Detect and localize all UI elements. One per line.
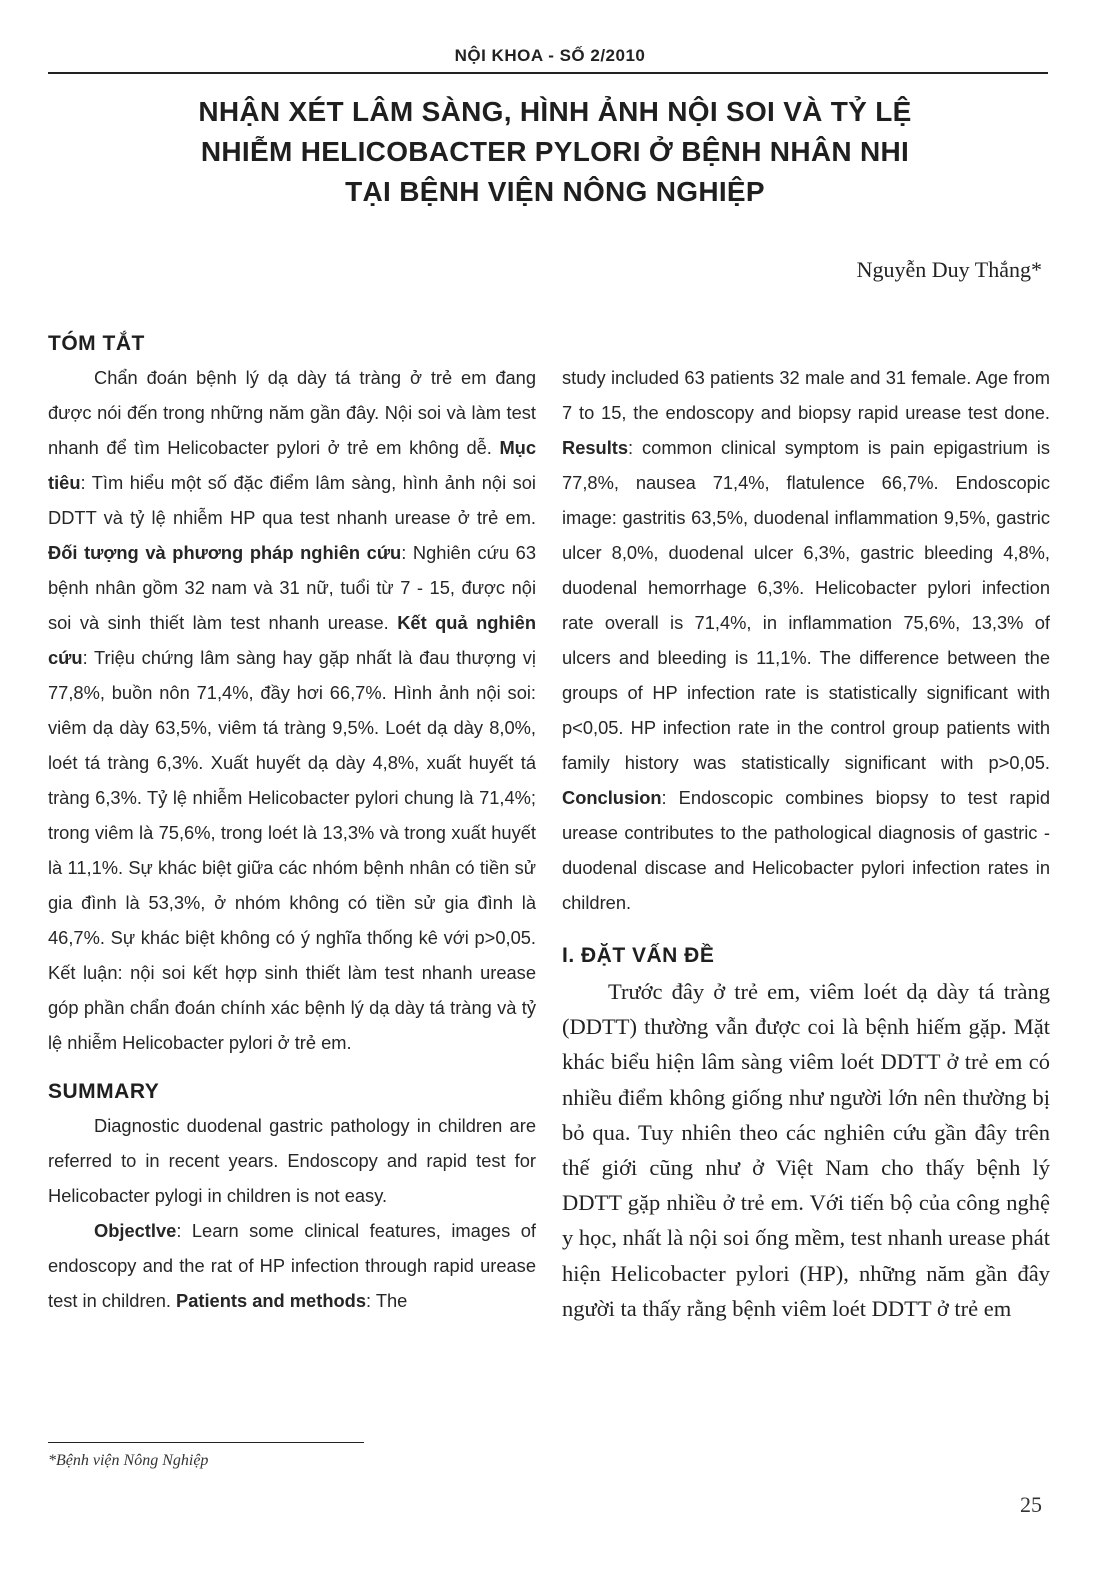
summary-conclusion-label: Conclusion — [562, 787, 662, 808]
tomtat-heading: TÓM TẮT — [48, 332, 145, 355]
summary-continuation — [562, 360, 1050, 920]
summary-heading: SUMMARY — [48, 1080, 160, 1103]
summary-results-text: : common clinical symptom is pain epigastrium is 77,8%, nausea 71,4%, flatulence 66,7%. Endoscopic image: gastritis 63,5%, duodenal inflammation 9,5%, gastric ulcer 8,0%, duodenal ulcer 6,3%, gastric bleeding 4,8%, duodenal hemorrhage 6,3%. Helicobacter pylori infection rate overall is 71,4%, in inflammation 75,6%, 13,3% of ulcers and bleeding is 11,1%. The difference between the groups of HP infection rate is statistically significant with p<0,05. HP infection rate in the control group patients with family history was statistically significant with p>0,05. — [562, 437, 1050, 773]
tomtat-methods-label: Đối tượng và phương pháp nghiên cứu — [48, 542, 402, 563]
section-1-paragraph: Trước đây ở trẻ em, viêm loét dạ dày tá tràng (DDTT) thường vẫn được coi là bệnh hiếm gặp. Mặt khác biểu hiện lâm sàng viêm loét DDTT ở trẻ em có nhiều điểm không giống như người lớn nên thường bị bỏ qua. Tuy nhiên theo các nghiên cứu gần đây trên thế giới cũng như ở Việt Nam cho thấy bệnh lý DDTT gặp nhiều ở trẻ em. Với tiến bộ của công nghệ y học, nhất là nội soi ống mềm, test nhanh urease phát hiện Helicobacter pylori (HP), những năm gần đây người ta thấy rằng bệnh viêm loét DDTT ở trẻ em — [562, 979, 1051, 1321]
page-number: 25 — [1020, 1492, 1042, 1517]
summary-paragraph-2 — [48, 1213, 536, 1318]
summary-results-label: Results — [562, 437, 629, 458]
summary-methods-text: study included 63 patients 32 male and 31 female. Age from 7 to 15, the endoscopy and biopsy rapid urease test done. — [562, 367, 1050, 423]
tomtat-methods-text: : Nghiên cứu 63 bệnh nhân gồm 32 nam và 31 nữ, tuổi từ 7 - 15, được nội soi và sinh thiết làm test nhanh urease. — [48, 542, 536, 633]
title-line-1: NHẬN XÉT LÂM SÀNG, HÌNH ẢNH NỘI SOI VÀ TỶ LỆ — [198, 96, 912, 127]
summary-paragraph-1: Diagnostic duodenal gastric pathology in children are referred to in recent years. Endoscopy and rapid test for Helicobacter pylogi in children is not easy. — [48, 1115, 536, 1206]
summary-conclusion-text: : Endoscopic combines biopsy to test rapid urease contributes to the pathological diagnosis of gastric - duodenal discase and Helicobacter pylori infection rates in children. — [562, 787, 1050, 913]
tomtat-objective-text: : Tìm hiểu một số đặc điểm lâm sàng, hình ảnh nội soi DDTT và tỷ lệ nhiễm HP qua test nhanh urease ở trẻ em. — [48, 472, 536, 528]
author-name: Nguyễn Duy Thắng* — [856, 257, 1042, 282]
article-title — [60, 92, 1050, 212]
footnote: *Bệnh viện Nông Nghiệp — [48, 1452, 209, 1469]
header-rule — [48, 72, 1048, 74]
title-line-3: TẠI BỆNH VIỆN NÔNG NGHIỆP — [345, 176, 765, 207]
title-line-2: NHIỄM HELICOBACTER PYLORI Ở BỆNH NHÂN NHI — [200, 136, 910, 167]
tomtat-paragraph — [48, 360, 536, 1060]
summary-methods-label: Patients and methods — [176, 1290, 366, 1311]
right-column — [562, 360, 1050, 1326]
tomtat-intro: Chẩn đoán bệnh lý dạ dày tá tràng ở trẻ em đang được nói đến trong những năm gần đây. Nội soi và làm test nhanh để tìm Helicobacter pylori ở trẻ em không dễ. — [48, 367, 536, 458]
summary-methods-text-left: : The — [366, 1290, 408, 1311]
section-1-heading: I. ĐẶT VẤN ĐỀ — [562, 944, 715, 967]
tomtat-results-text: : Triệu chứng lâm sàng hay gặp nhất là đau thượng vị 77,8%, buồn nôn 71,4%, đầy hơi 66,7%. Hình ảnh nội soi: viêm dạ dày 63,5%, viêm tá tràng 9,5%. Loét dạ dày 8,0%, loét tá tràng 6,3%. Xuất huyết dạ dày 4,8%, xuất huyết tá tràng 6,3%. Tỷ lệ nhiễm Helicobacter pylori chung là 71,4%; trong viêm là 75,6%, trong loét là 13,3% và trong xuất huyết là 11,1%. Sự khác biệt giữa các nhóm bệnh nhân có tiền sử gia đình là 53,3%, ở nhóm không có tiền sử gia đình là 46,7%. Sự khác biệt không có ý nghĩa thống kê với p>0,05. Kết luận: nội soi kết hợp sinh thiết làm test nhanh urease góp phần chẩn đoán chính xác bệnh lý dạ dày tá tràng và tỷ lệ nhiễm Helicobacter pylori ở trẻ em. — [48, 647, 536, 1053]
tomtat-objective-label: Mục tiêu — [48, 437, 536, 493]
tomtat-results-label: Kết quả nghiên cứu — [48, 612, 536, 668]
summary-objective-text: : Learn some clinical features, images of endoscopy and the rat of HP infection through rapid urease test in children. — [48, 1220, 536, 1311]
footnote-rule — [48, 1442, 364, 1443]
running-head: NỘI KHOA - SỐ 2/2010 — [454, 46, 646, 65]
left-column — [48, 332, 536, 1318]
summary-objective-label: Objectlve — [94, 1220, 177, 1241]
